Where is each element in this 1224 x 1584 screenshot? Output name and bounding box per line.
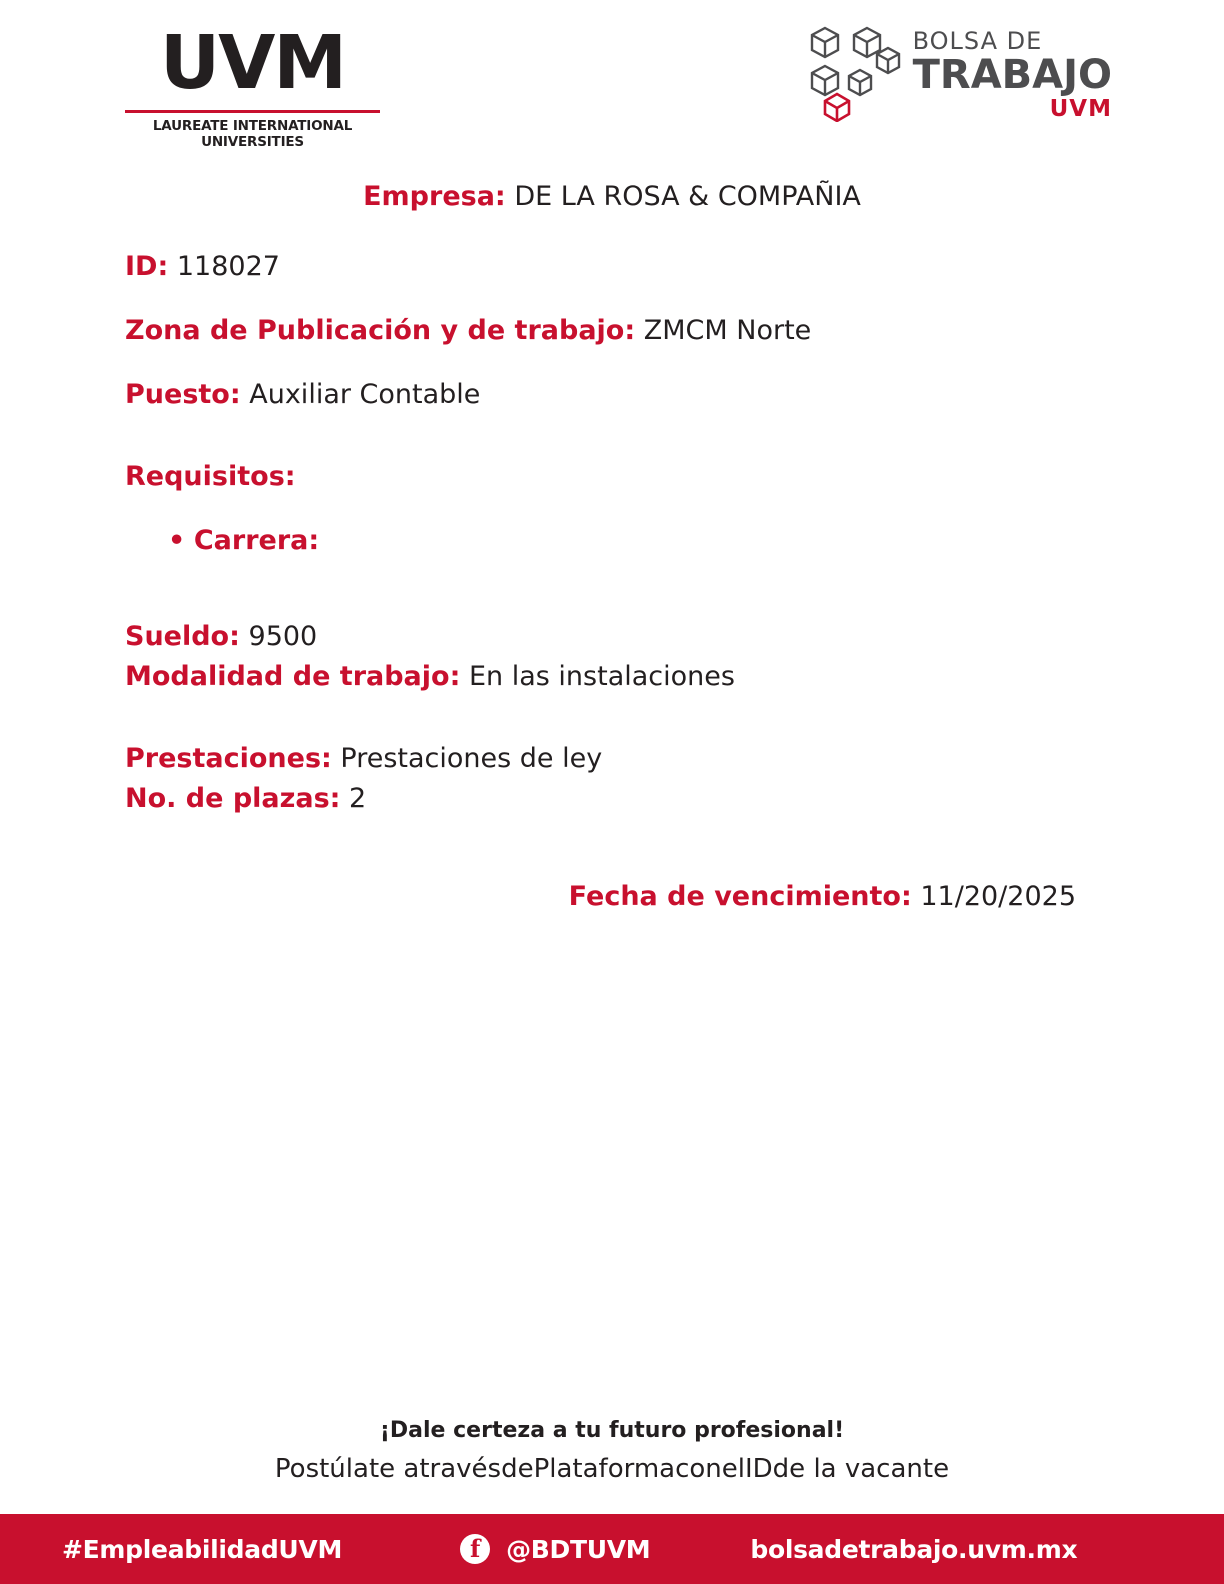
zona-label: Zona de Publicación y de trabajo:: [125, 315, 636, 346]
puesto-label: Puesto:: [125, 379, 241, 410]
sueldo-row: [0, 620, 1224, 654]
bolsa-logo-text: [913, 22, 1112, 122]
id-row: [0, 250, 1224, 284]
empresa-label: Empresa:: [363, 181, 506, 212]
puesto-row: [0, 378, 1224, 412]
prestaciones-label: Prestaciones:: [125, 743, 332, 774]
uvm-wordmark: UVM: [160, 20, 345, 106]
puesto-value: Auxiliar Contable: [249, 379, 481, 410]
modalidad-value: En las instalaciones: [468, 661, 735, 692]
uvm-logo: [125, 22, 380, 150]
footer-instructions: Postúlate atravésdePlataformaconelIDde la vacante: [274, 1454, 950, 1484]
footer-bar: [0, 1514, 1224, 1584]
empresa-row: [0, 180, 1224, 214]
plazas-row: [0, 782, 1224, 816]
modalidad-row: [0, 660, 1224, 694]
spacer: [0, 588, 1224, 620]
footer-tagline: ¡Dale certeza a tu futuro profesional!: [379, 1418, 845, 1443]
bolsa-logo-line3: UVM: [1049, 96, 1112, 122]
carrera-row: [0, 524, 1224, 558]
footer-message: [0, 1416, 1224, 1488]
bullet-icon: •: [168, 525, 186, 556]
carrera-label: Carrera:: [193, 525, 320, 556]
prestaciones-row: [0, 742, 1224, 776]
page-header: [0, 0, 1224, 160]
prestaciones-value: Prestaciones de ley: [340, 743, 603, 774]
vencimiento-value: 11/20/2025: [920, 881, 1076, 912]
footer-hashtag: #EmpleabilidadUVM: [62, 1534, 343, 1564]
sueldo-value: 9500: [248, 621, 318, 652]
vencimiento-label: Fecha de vencimiento:: [568, 881, 912, 912]
footer-facebook-handle: @BDTUVM: [506, 1534, 651, 1564]
bolsa-de-trabajo-logo: [805, 22, 1112, 132]
sueldo-label: Sueldo:: [125, 621, 240, 652]
bolsa-logo-line2: TRABAJO: [912, 52, 1112, 98]
requisitos-label: Requisitos:: [125, 461, 296, 492]
cubes-icon: [805, 22, 901, 122]
modalidad-label: Modalidad de trabajo:: [125, 661, 461, 692]
spacer: [0, 724, 1224, 742]
footer-facebook[interactable]: [460, 1534, 650, 1564]
zona-row: [0, 314, 1224, 348]
uvm-logo-divider: [125, 110, 380, 113]
spacer: [0, 442, 1224, 460]
vencimiento-row: [0, 880, 1224, 914]
plazas-label: No. de plazas:: [125, 783, 341, 814]
requisitos-row: [0, 460, 1224, 494]
empresa-value: DE LA ROSA & COMPAÑIA: [514, 181, 861, 212]
uvm-logo-subtitle: LAUREATE INTERNATIONAL UNIVERSITIES: [152, 118, 353, 150]
bolsa-logo-line1: BOLSA DE: [912, 27, 1043, 55]
footer-website[interactable]: bolsadetrabajo.uvm.mx: [750, 1534, 1078, 1564]
plazas-value: 2: [349, 783, 367, 814]
posting-body: [0, 180, 1224, 914]
id-label: ID:: [125, 251, 169, 282]
id-value: 118027: [176, 251, 280, 282]
zona-value: ZMCM Norte: [643, 315, 812, 346]
facebook-icon: f: [460, 1534, 490, 1564]
